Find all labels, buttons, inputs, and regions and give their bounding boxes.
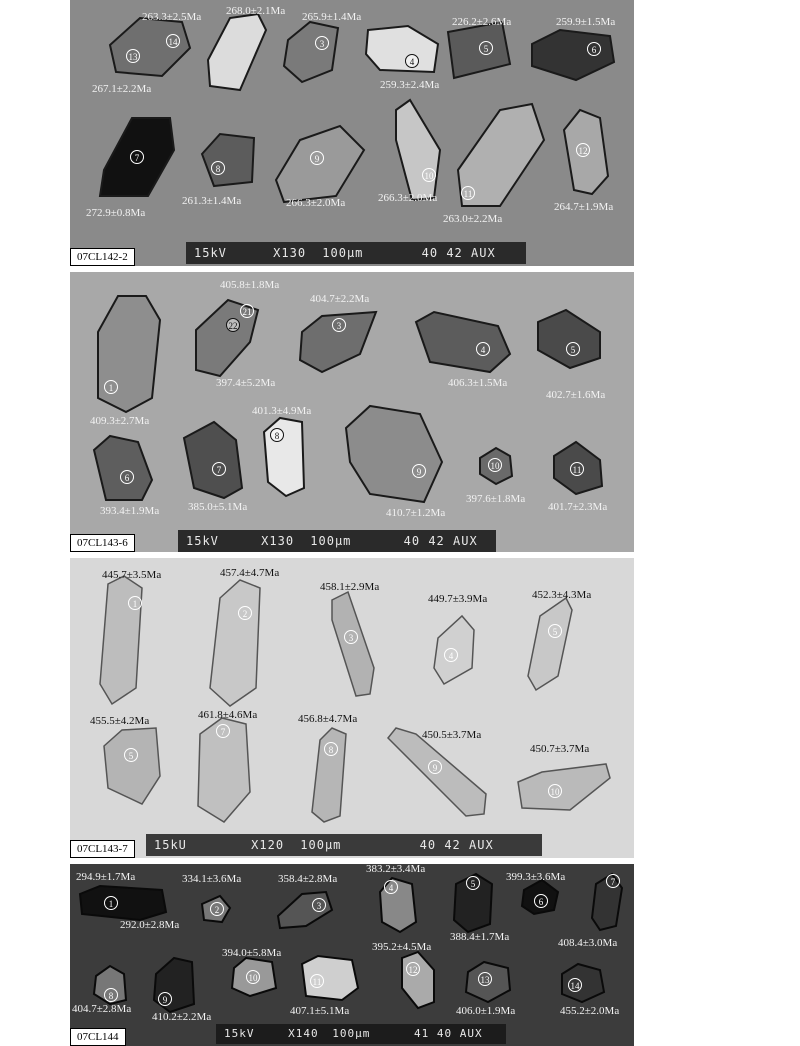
- zircon-grain: [284, 22, 338, 82]
- cl-image-panel-07CL143-7: [70, 558, 634, 858]
- age-label: 397.4±5.2Ma: [216, 377, 276, 389]
- grain-number: 3: [315, 36, 329, 50]
- grain-number: 1: [128, 596, 142, 610]
- grain-number: 7: [606, 874, 620, 888]
- grain-number: 22: [226, 318, 240, 332]
- zircon-grain: [532, 30, 614, 80]
- grain-number: 6: [534, 894, 548, 908]
- zircon-grain: [416, 312, 510, 372]
- sem-scale-bar: [178, 530, 496, 552]
- grain-number: 11: [310, 974, 324, 988]
- cl-image-panel-07CL144: [70, 864, 634, 1046]
- zircon-grain: [94, 436, 152, 500]
- grain-number: 4: [405, 54, 419, 68]
- age-label: 457.4±4.7Ma: [220, 567, 280, 579]
- age-label: 292.0±2.8Ma: [120, 919, 180, 931]
- grain-number: 11: [570, 462, 584, 476]
- grain-number: 14: [568, 978, 582, 992]
- grain-number: 10: [246, 970, 260, 984]
- age-label: 294.9±1.7Ma: [76, 871, 136, 883]
- grain-number: 12: [406, 962, 420, 976]
- zircon-grain: [98, 296, 160, 412]
- age-label: 395.2±4.5Ma: [372, 941, 432, 953]
- magnification: X120: [251, 838, 285, 852]
- age-label: 458.1±2.9Ma: [320, 581, 380, 593]
- age-label: 401.7±2.3Ma: [548, 501, 608, 513]
- age-label: 383.2±3.4Ma: [366, 864, 426, 875]
- magnification: X140: [288, 1027, 319, 1040]
- zircon-grain: [110, 18, 190, 76]
- age-label: 455.5±4.2Ma: [90, 715, 150, 727]
- sample-label: 07CL144: [70, 1028, 126, 1046]
- accelerating-voltage: 15kU: [154, 838, 187, 852]
- grain-number: 8: [324, 742, 338, 756]
- grain-number: 9: [428, 760, 442, 774]
- sem-scale-bar: [216, 1024, 506, 1044]
- age-label: 406.3±1.5Ma: [448, 377, 508, 389]
- zircon-grain: [184, 422, 242, 498]
- age-label: 402.7±1.6Ma: [546, 389, 606, 401]
- accelerating-voltage: 15kV: [186, 534, 219, 548]
- age-label: 397.6±1.8Ma: [466, 493, 526, 505]
- age-label: 401.3±4.9Ma: [252, 405, 312, 417]
- zircon-grain: [396, 100, 440, 200]
- grain-number: 5: [566, 342, 580, 356]
- age-label: 456.8±4.7Ma: [298, 713, 358, 725]
- instrument-code: 40 42 AUX: [421, 246, 496, 260]
- grain-number: 13: [478, 972, 492, 986]
- age-label: 394.0±5.8Ma: [222, 947, 282, 959]
- grain-number: 7: [212, 462, 226, 476]
- sem-scale-bar: [186, 242, 526, 264]
- grain-number: 8: [270, 428, 284, 442]
- age-label: 272.9±0.8Ma: [86, 207, 146, 219]
- zircon-grain: [346, 406, 442, 502]
- age-label: 407.1±5.1Ma: [290, 1005, 350, 1017]
- grain-number: 5: [479, 41, 493, 55]
- grain-number: 7: [130, 150, 144, 164]
- grain-number: 4: [384, 880, 398, 894]
- grain-number: 5: [124, 748, 138, 762]
- age-label: 388.4±1.7Ma: [450, 931, 510, 943]
- sample-label: 07CL143-6: [70, 534, 135, 552]
- zircon-grain: [518, 764, 610, 810]
- age-label: 452.3±4.3Ma: [532, 589, 592, 601]
- zircon-grain: [210, 580, 260, 706]
- grain-number: 10: [488, 458, 502, 472]
- sample-label: 07CL142-2: [70, 248, 135, 266]
- sem-scale-bar: [146, 834, 542, 856]
- grain-number: 6: [120, 470, 134, 484]
- zircon-grain: [202, 134, 254, 186]
- age-label: 404.7±2.2Ma: [310, 293, 370, 305]
- age-label: 393.4±1.9Ma: [100, 505, 160, 517]
- grain-number: 12: [576, 143, 590, 157]
- scale-length: 100µm: [300, 838, 342, 852]
- age-label: 450.7±3.7Ma: [530, 743, 590, 755]
- accelerating-voltage: 15kV: [194, 246, 227, 260]
- grain-number: 4: [476, 342, 490, 356]
- grain-number: 4: [444, 648, 458, 662]
- age-label: 264.7±1.9Ma: [554, 201, 614, 213]
- zircon-grain: [80, 886, 166, 920]
- age-label: 259.9±1.5Ma: [556, 16, 616, 28]
- grain-number: 6: [587, 42, 601, 56]
- scale-length: 100µm: [322, 246, 364, 260]
- grain-number: 13: [126, 49, 140, 63]
- grain-number: 8: [104, 988, 118, 1002]
- zircon-grain: [538, 310, 600, 368]
- age-label: 449.7±3.9Ma: [428, 593, 488, 605]
- zircon-grains: [70, 558, 634, 858]
- grain-number: 10: [422, 168, 436, 182]
- age-label: 409.3±2.7Ma: [90, 415, 150, 427]
- age-label: 266.3±2.0Ma: [378, 192, 438, 204]
- age-label: 406.0±1.9Ma: [456, 1005, 516, 1017]
- instrument-code: 40 42 AUX: [403, 534, 478, 548]
- grain-number: 2: [210, 902, 224, 916]
- age-label: 358.4±2.8Ma: [278, 873, 338, 885]
- zircon-grain: [366, 26, 438, 72]
- age-label: 261.3±1.4Ma: [182, 195, 242, 207]
- age-label: 461.8±4.6Ma: [198, 709, 258, 721]
- grain-number: 3: [332, 318, 346, 332]
- zircon-grains: [70, 0, 634, 266]
- grain-number: 14: [166, 34, 180, 48]
- zircon-grain: [264, 418, 304, 496]
- scale-length: 100µm: [332, 1027, 371, 1040]
- age-label: 450.5±3.7Ma: [422, 729, 482, 741]
- age-label: 404.7±2.8Ma: [72, 1003, 132, 1015]
- grain-number: 5: [548, 624, 562, 638]
- age-label: 405.8±1.8Ma: [220, 279, 280, 291]
- magnification: X130: [261, 534, 295, 548]
- grain-number: 3: [312, 898, 326, 912]
- age-label: 265.9±1.4Ma: [302, 11, 362, 23]
- grain-number: 11: [461, 186, 475, 200]
- grain-number: 8: [211, 161, 225, 175]
- zircon-grain: [402, 952, 434, 1008]
- instrument-code: 41 40 AUX: [414, 1027, 483, 1040]
- age-label: 334.1±3.6Ma: [182, 873, 242, 885]
- accelerating-voltage: 15kV: [224, 1027, 255, 1040]
- magnification: X130: [273, 246, 307, 260]
- age-label: 263.3±2.5Ma: [142, 11, 202, 23]
- grain-number: 9: [310, 151, 324, 165]
- zircon-grain: [208, 14, 266, 90]
- age-label: 410.7±1.2Ma: [386, 507, 446, 519]
- cl-image-panel-07CL142-2: [70, 0, 634, 266]
- age-label: 410.2±2.2Ma: [152, 1011, 212, 1023]
- age-label: 445.7±3.5Ma: [102, 569, 162, 581]
- age-label: 226.2±2.6Ma: [452, 16, 512, 28]
- grain-number: 3: [344, 630, 358, 644]
- grain-number: 9: [412, 464, 426, 478]
- grain-number: 7: [216, 724, 230, 738]
- grain-number: 1: [104, 896, 118, 910]
- age-label: 266.3±2.0Ma: [286, 197, 346, 209]
- age-label: 408.4±3.0Ma: [558, 937, 618, 949]
- instrument-code: 40 42 AUX: [419, 838, 494, 852]
- zircon-grain: [332, 592, 374, 696]
- age-label: 455.2±2.0Ma: [560, 1005, 620, 1017]
- sample-label: 07CL143-7: [70, 840, 135, 858]
- age-label: 399.3±3.6Ma: [506, 871, 566, 883]
- age-label: 268.0±2.1Ma: [226, 5, 286, 17]
- grain-number: 1: [104, 380, 118, 394]
- grain-number: 5: [466, 876, 480, 890]
- age-label: 259.3±2.4Ma: [380, 79, 440, 91]
- age-label: 385.0±5.1Ma: [188, 501, 248, 513]
- grain-number: 10: [548, 784, 562, 798]
- grain-number: 9: [158, 992, 172, 1006]
- zircon-grain: [104, 728, 160, 804]
- age-label: 267.1±2.2Ma: [92, 83, 152, 95]
- age-label: 263.0±2.2Ma: [443, 213, 503, 225]
- grain-number: 21: [240, 304, 254, 318]
- scale-length: 100µm: [310, 534, 352, 548]
- zircon-grain: [528, 598, 572, 690]
- cl-image-panel-07CL143-6: [70, 272, 634, 552]
- grain-number: 2: [238, 606, 252, 620]
